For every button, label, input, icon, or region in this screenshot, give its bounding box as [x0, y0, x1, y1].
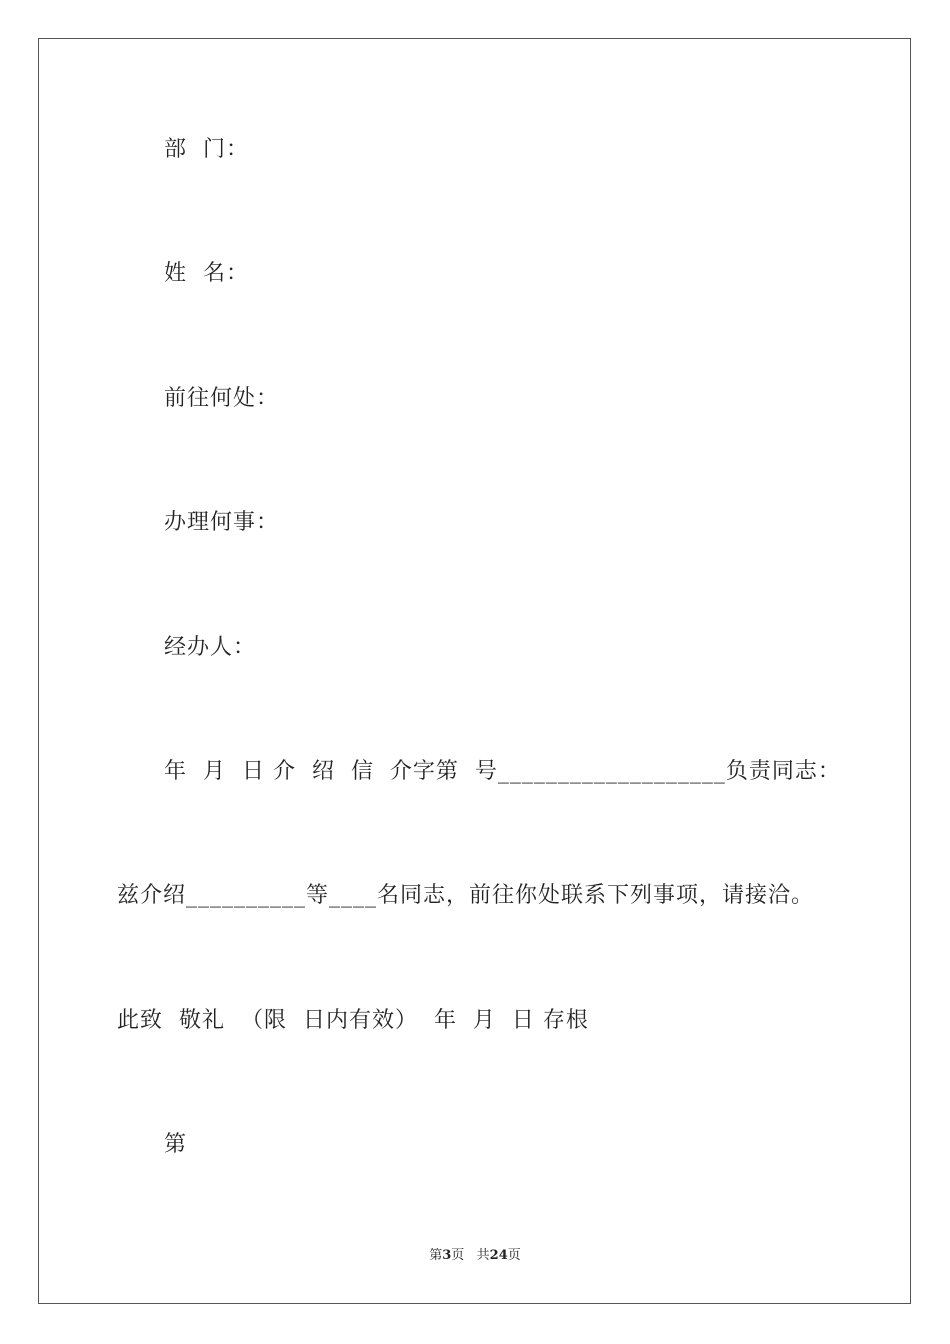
field-destination: 前往何处：	[164, 386, 280, 411]
footer-total-pages: 24	[489, 1248, 508, 1263]
footer-middle: 页 共	[451, 1248, 490, 1263]
footer-current-page: 3	[442, 1248, 452, 1263]
footer-prefix: 第	[429, 1248, 443, 1263]
field-matter: 办理何事：	[164, 510, 280, 535]
trailing-text: 第	[164, 1132, 188, 1157]
introduction-line: 兹介绍__________等____名同志，前往你处联系下列事项，请接洽。	[117, 883, 815, 908]
footer-suffix: 页	[507, 1248, 521, 1263]
letter-heading-line: 年 月 日 介 绍 信 介字第 号___________________负责同志：	[164, 759, 841, 784]
field-department: 部 门：	[164, 137, 249, 162]
page-border	[38, 38, 911, 1304]
field-handler: 经办人：	[164, 635, 257, 660]
page-footer	[0, 1247, 950, 1265]
closing-line: 此致 敬礼 （限 日内有效） 年 月 日 存根	[117, 1008, 589, 1033]
field-name: 姓 名：	[164, 261, 249, 286]
